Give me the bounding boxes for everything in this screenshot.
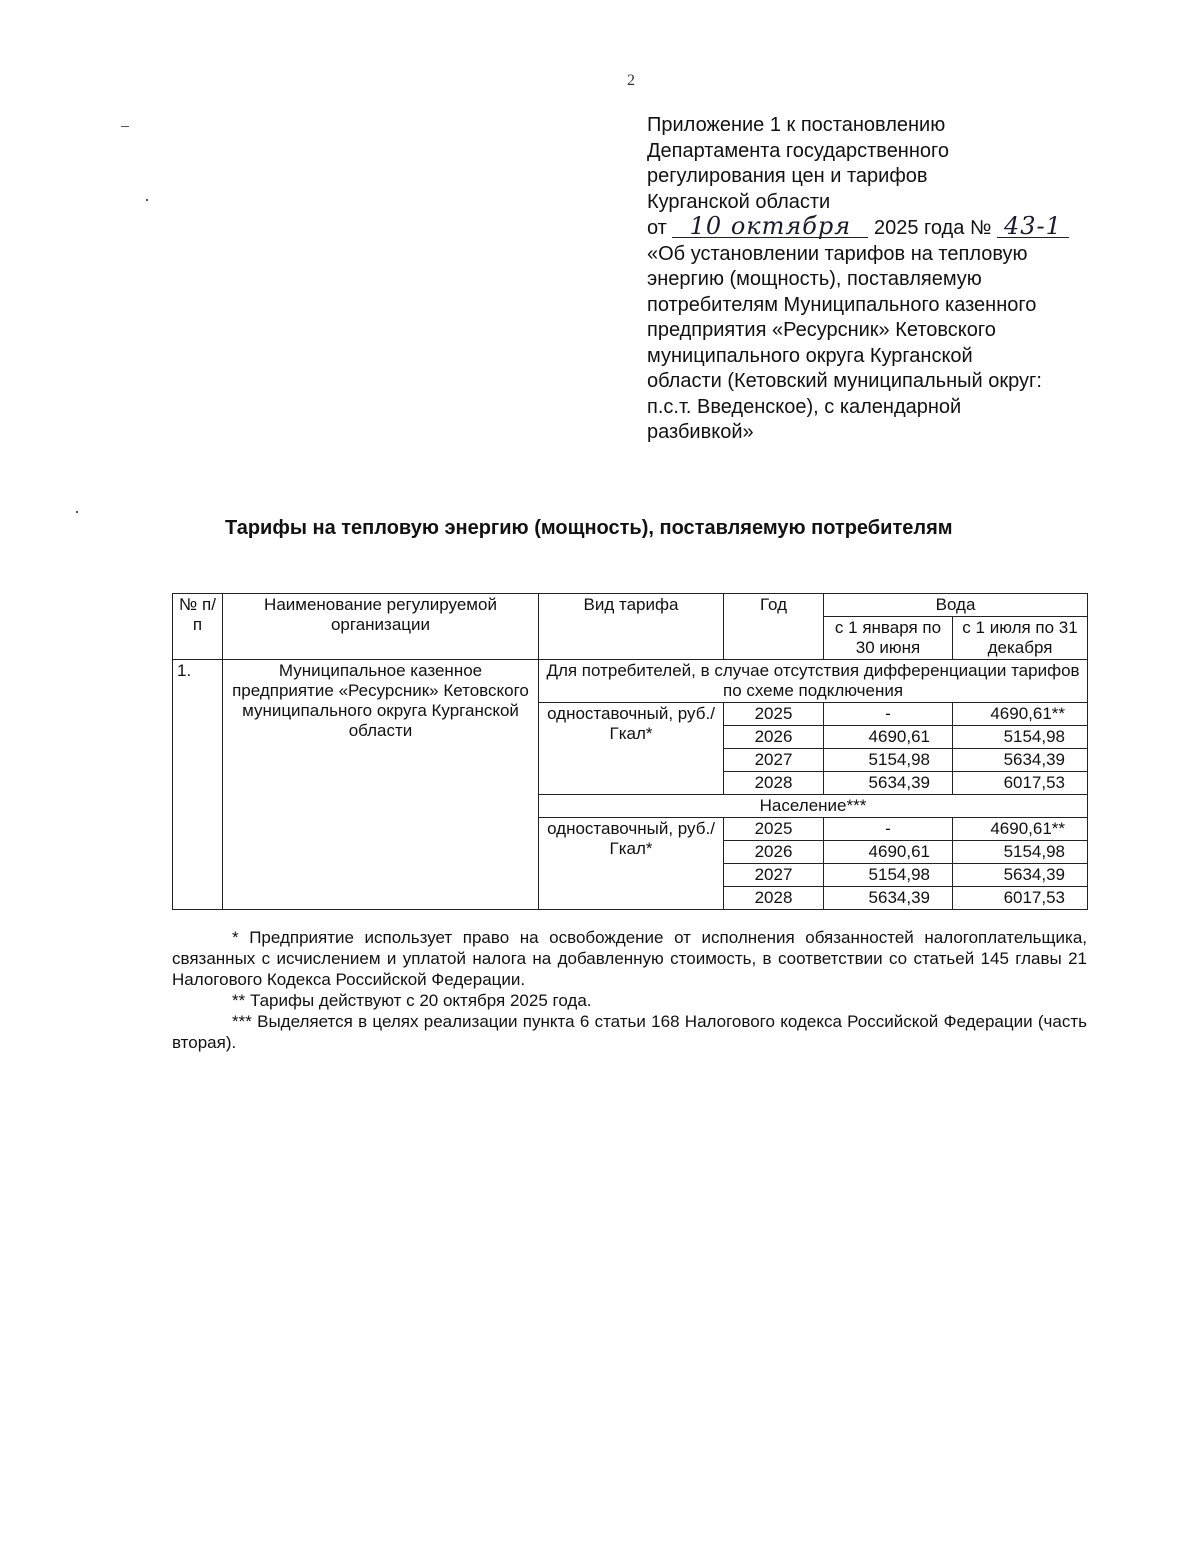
- year-cell: 2028: [724, 887, 824, 910]
- appendix-line: регулирования цен и тарифов: [647, 165, 928, 187]
- tariff-type: одноставочный, руб./Гкал*: [539, 818, 724, 910]
- value-cell: 5154,98: [824, 749, 953, 772]
- subject-line: п.с.т. Введенское), с календарной: [647, 395, 962, 418]
- decree-date-line: [647, 212, 1097, 242]
- date-prefix: от: [647, 217, 667, 239]
- footnote: *** Выделяется в целях реализации пункта 6 статьи 168 Налогового кодекса Российской Федерации (часть вторая).: [172, 1012, 1087, 1052]
- subject-line: потребителям Муниципального казенного: [647, 293, 1037, 316]
- group-label: Для потребителей, в случае отсутствия дифференциации тарифов по схеме подключения: [539, 660, 1088, 703]
- value-cell: 4690,61: [824, 841, 953, 864]
- year-cell: 2028: [724, 772, 824, 795]
- handwritten-number: 43-1: [997, 215, 1069, 238]
- scan-speck: [76, 511, 78, 513]
- subject-line: «Об установлении тарифов на тепловую: [647, 242, 1028, 265]
- header-year: Год: [724, 594, 824, 660]
- value-cell: 4690,61**: [953, 818, 1088, 841]
- footnote: ** Тарифы действуют с 20 октября 2025 года.: [232, 991, 592, 1010]
- value-cell: -: [824, 818, 953, 841]
- appendix-header: [647, 113, 1097, 446]
- value-cell: 5154,98: [953, 841, 1088, 864]
- header-no: № п/п: [173, 594, 223, 660]
- value-cell: 6017,53: [953, 887, 1088, 910]
- appendix-line: Курганской области: [647, 190, 831, 213]
- organization-name: Муниципальное казенное предприятие «Ресурсник» Кетовского муниципального округа Курганской области: [223, 660, 539, 910]
- value-cell: 5154,98: [824, 864, 953, 887]
- footnotes: [172, 927, 1087, 1053]
- appendix-line: Приложение 1 к постановлению: [647, 114, 946, 136]
- header-half2: с 1 июля по 31 декабря: [953, 617, 1088, 660]
- year-cell: 2026: [724, 841, 824, 864]
- value-cell: 5634,39: [953, 864, 1088, 887]
- year-cell: 2027: [724, 864, 824, 887]
- tariff-type: одноставочный, руб./Гкал*: [539, 703, 724, 795]
- footnote: * Предприятие использует право на освобождение от исполнения обязанностей налогоплательщика, связанных с исчислением и уплатой налога на добавленную стоимость, в соответствии со статьей 145 главы 21 Налогового Кодекса Российской Федерации.: [172, 928, 1087, 989]
- header-tariff-type: Вид тарифа: [539, 594, 724, 660]
- header-org: Наименование регулируемой организации: [223, 594, 539, 660]
- tariff-table: [172, 593, 1088, 910]
- value-cell: -: [824, 703, 953, 726]
- page-number: 2: [627, 72, 635, 89]
- value-cell: 4690,61**: [953, 703, 1088, 726]
- year-cell: 2027: [724, 749, 824, 772]
- header-water: Вода: [824, 594, 1088, 617]
- value-cell: 5634,39: [953, 749, 1088, 772]
- handwritten-date: 10 октября: [672, 215, 868, 238]
- value-cell: 5154,98: [953, 726, 1088, 749]
- subject-line: разбивкой»: [647, 421, 754, 443]
- subject-line: области (Кетовский муниципальный округ:: [647, 370, 1042, 392]
- scan-speck: [146, 199, 148, 201]
- value-cell: 5634,39: [824, 887, 953, 910]
- table-row: [173, 660, 1088, 703]
- value-cell: 6017,53: [953, 772, 1088, 795]
- appendix-line: Департамента государственного: [647, 139, 950, 162]
- year-cell: 2025: [724, 703, 824, 726]
- subject-line: муниципального округа Курганской: [647, 344, 973, 367]
- value-cell: 5634,39: [824, 772, 953, 795]
- subject-line: энергию (мощность), поставляемую: [647, 268, 982, 290]
- header-half1: с 1 января по 30 июня: [824, 617, 953, 660]
- scan-speck: [121, 126, 129, 127]
- subject-line: предприятия «Ресурсник» Кетовского: [647, 319, 996, 341]
- row-number: 1.: [173, 660, 223, 910]
- year-cell: 2026: [724, 726, 824, 749]
- date-year: 2025 года №: [873, 217, 992, 239]
- document-title: Тарифы на тепловую энергию (мощность), поставляемую потребителям: [225, 517, 953, 539]
- table-header-row: [173, 594, 1088, 617]
- value-cell: 4690,61: [824, 726, 953, 749]
- group-label: Население***: [539, 795, 1088, 818]
- year-cell: 2025: [724, 818, 824, 841]
